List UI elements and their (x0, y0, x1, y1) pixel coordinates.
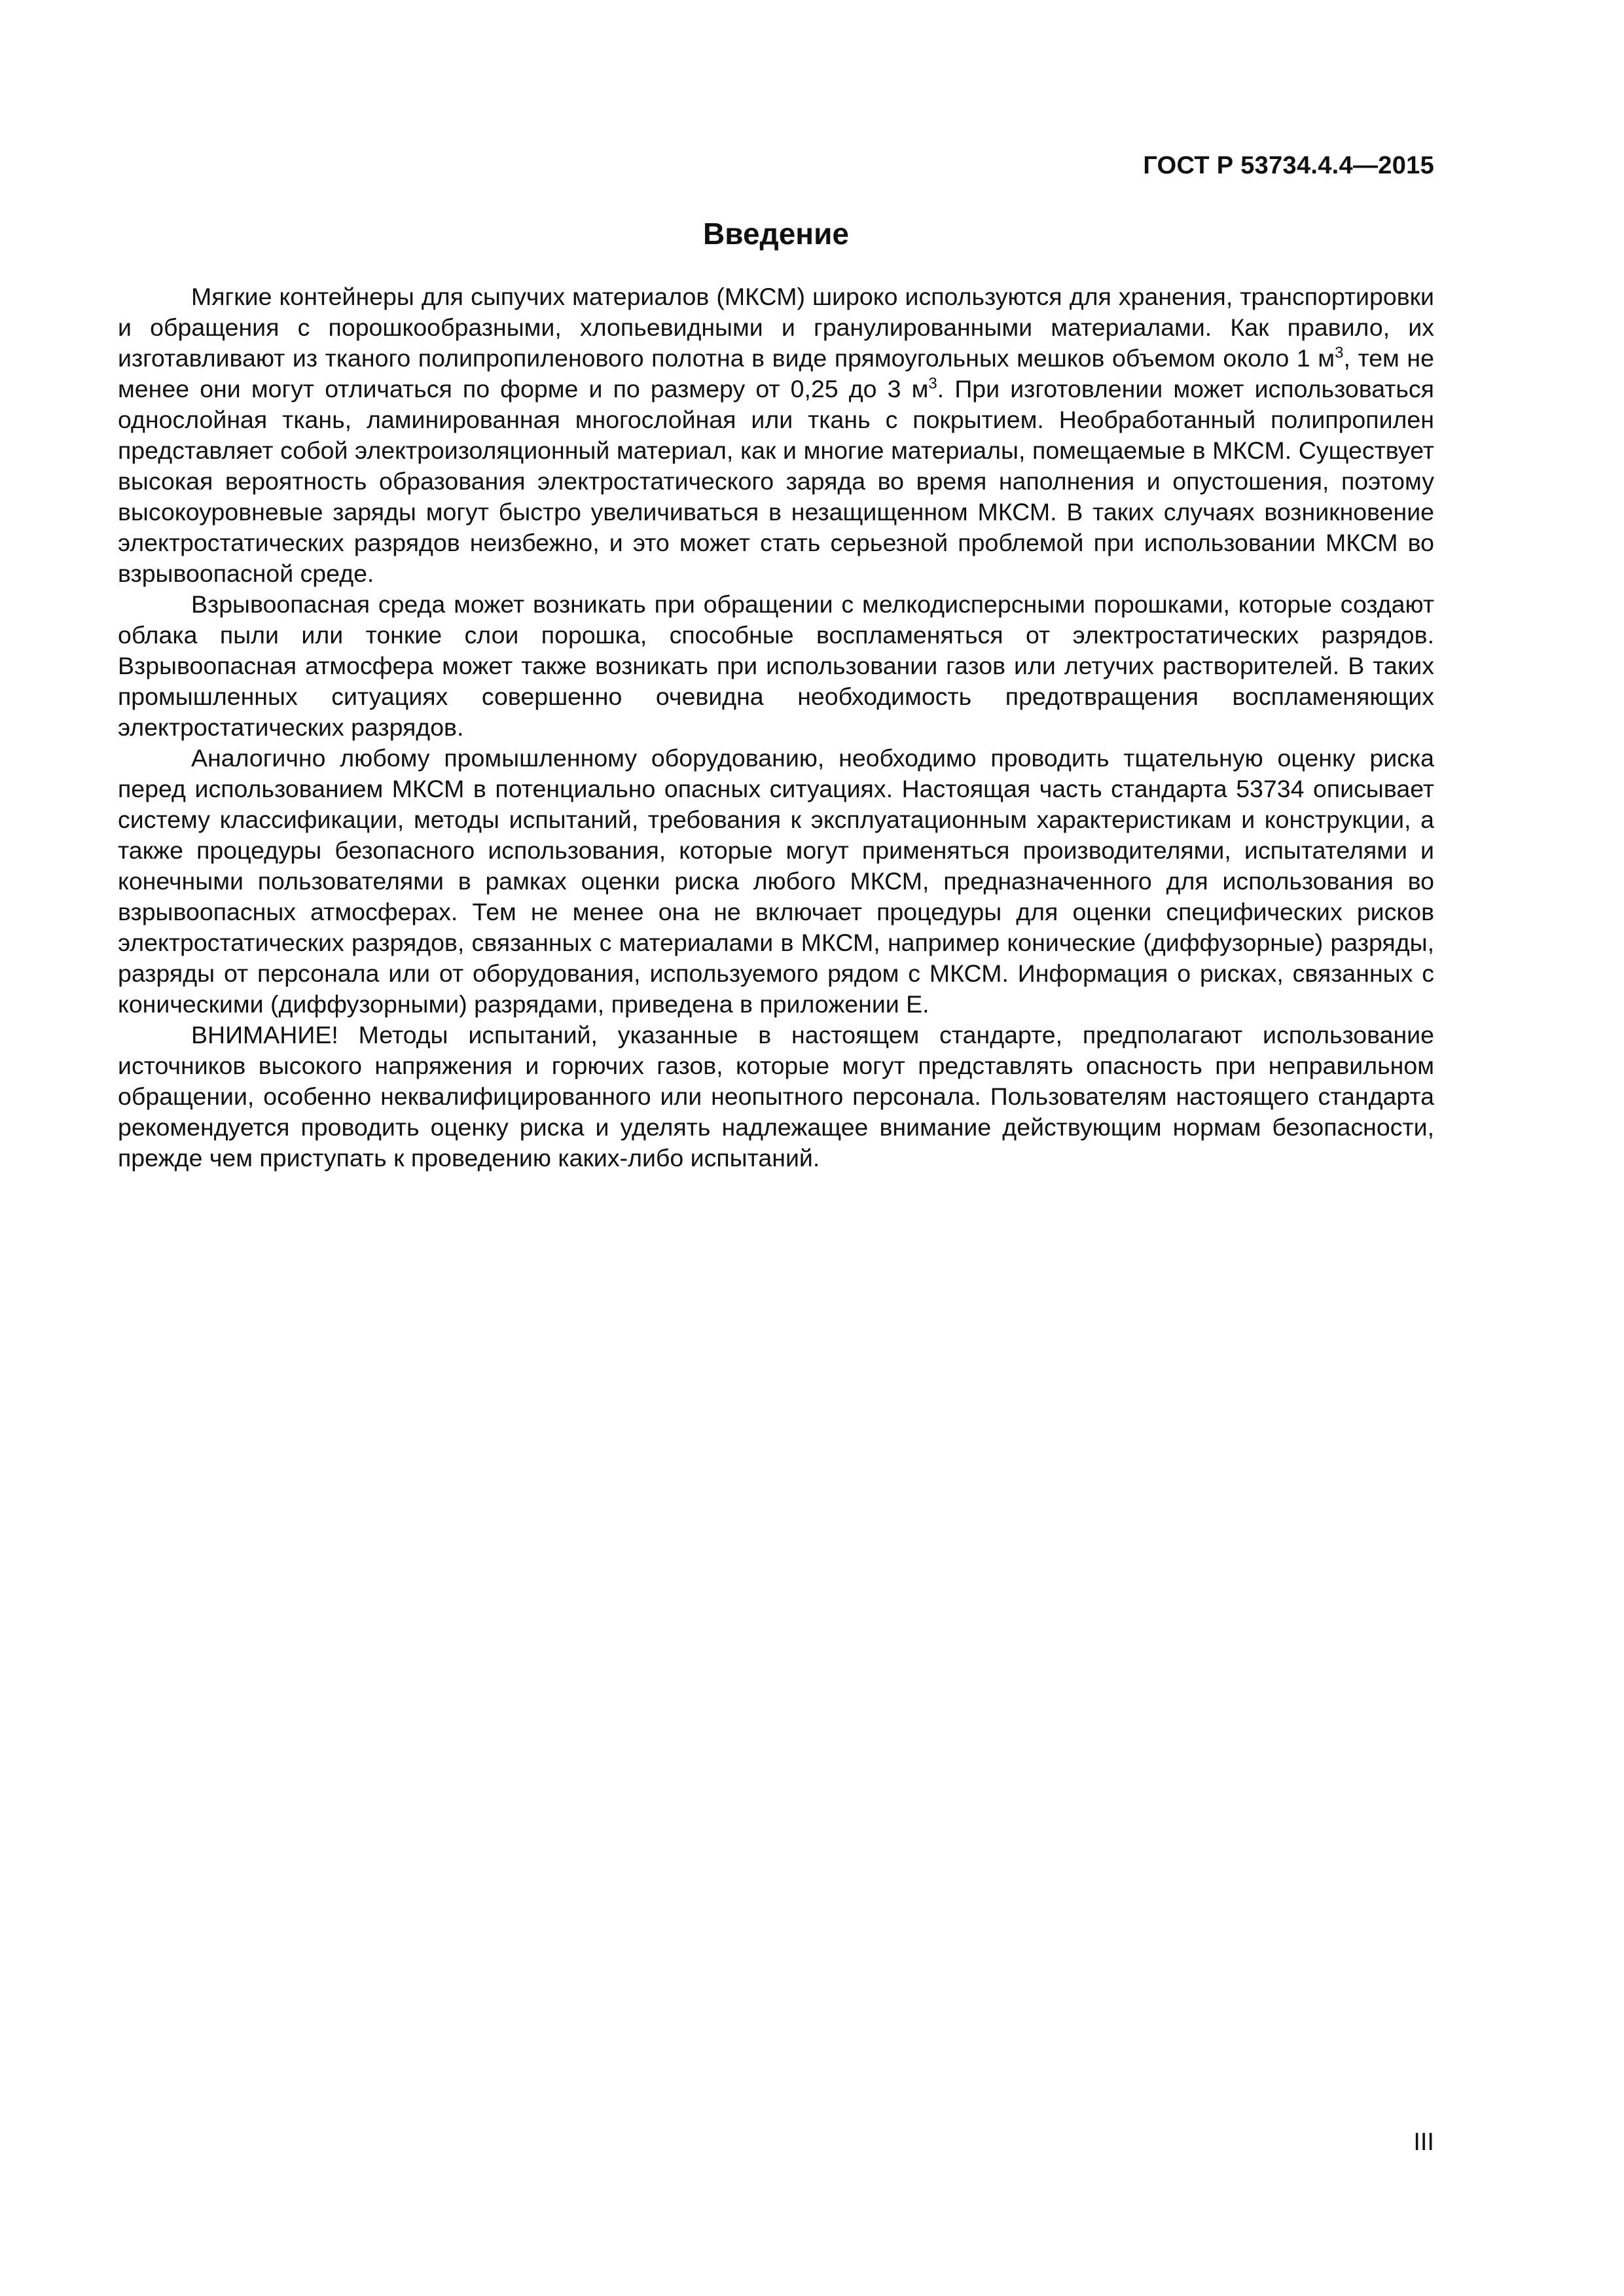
section-title: Введение (703, 217, 849, 251)
paragraph-1-part-2: , тем не менее они могут отличаться по форме и по размеру от 0,25 до 3 м (118, 344, 1434, 403)
document-code: ГОСТ Р 53734.4.4—2015 (1143, 152, 1434, 179)
paragraph-4-warning: ВНИМАНИЕ! Методы испытаний, указанные в настоящем стандарте, предполагают использование источников высокого напряжения и горючих газов, которые могут представлять опасность при неправильном обращении, особенно неквалифицированного или неопытного персонала. Пользователям настоящего стандарта рекомендуется проводить оценку риска и уделять надлежащее внимание действующим нормам безопасности, прежде чем приступать к проведению каких-либо испытаний. (118, 1021, 1434, 1172)
paragraph-1 (118, 281, 1434, 589)
paragraph-1-part-1: Мягкие контейнеры для сыпучих материалов (МКСМ) широко используются для хранения, транспортировки и обращения с порошкообразными, хлопьевидными и гранулированными материалами. Как правило, их изготавливают из тканого полипропиленового полотна в виде прямоугольных мешков объемом около 1 м (118, 283, 1434, 372)
page-number: III (1413, 2128, 1434, 2156)
paragraph-2: Взрывоопасная среда может возникать при обращении с мелкодисперсными порошками, которые создают облака пыли или тонкие слои порошка, способные воспламеняться от электростатических разрядов. Взрывоопасная атмосфера может также возникать при использовании газов или летучих растворителей. В таких промышленных ситуациях совершенно очевидна необходимость предотвращения воспламеняющих электростатических разрядов. (118, 590, 1434, 741)
superscript-cubic-1: 3 (1335, 344, 1344, 362)
superscript-cubic-2: 3 (928, 374, 937, 393)
paragraph-1-part-3: . При изготовлении может использоваться однослойная ткань, ламинированная многослойная или ткань с покрытием. Необработанный полипропилен представляет собой электроизоляционный материал, как и многие материалы, помещаемые в МКСМ. Существует высокая вероятность образования электростатического заряда во время наполнения и опустошения, поэтому высокоуровневые заряды могут быстро увеличиваться в незащищенном МКСМ. В таких случаях возникновение электростатических разрядов неизбежно, и это может стать серьезной проблемой при использовании МКСМ во взрывоопасной среде. (118, 375, 1434, 587)
body-text (118, 281, 1434, 1174)
paragraph-3: Аналогично любому промышленному оборудованию, необходимо проводить тщательную оценку риска перед использованием МКСМ в потенциально опасных ситуациях. Настоящая часть стандарта 53734 описывает систему классификации, методы испытаний, требования к эксплуатационным характеристикам и конструкции, а также процедуры безопасного использования, которые могут применяться производителями, испытателями и конечными пользователями в рамках оценки риска любого МКСМ, предназначенного для использования во взрывоопасных атмосферах. Тем не менее она не включает процедуры для оценки специфических рисков электростатических разрядов, связанных с материалами в МКСМ, например конические (диффузорные) разряды, разряды от персонала или от оборудования, используемого рядом с МКСМ. Информация о рисках, связанных с коническими (диффузорными) разрядами, приведена в приложении Е. (118, 744, 1434, 1018)
